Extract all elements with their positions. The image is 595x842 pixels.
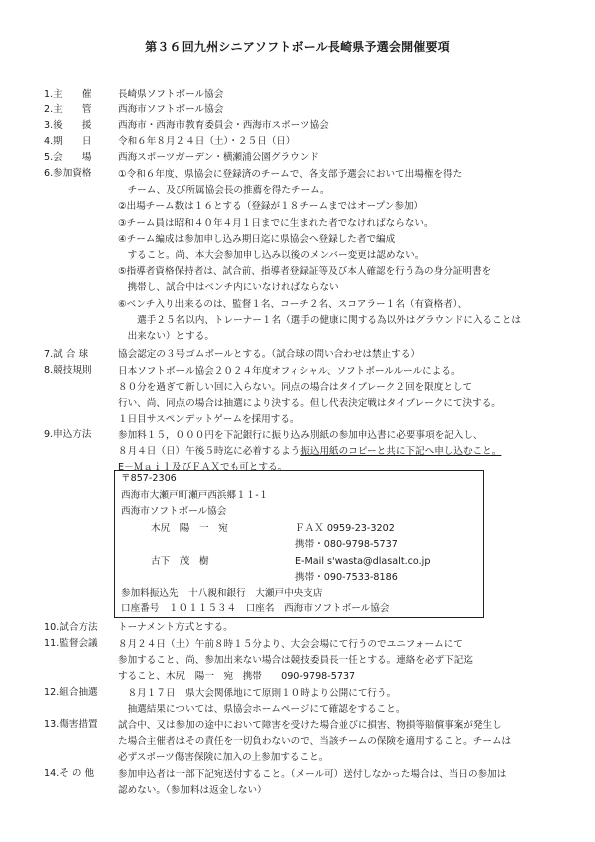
section-text: ８月１７日 県大会関係地にて原則１０時より公開にて行う。: [118, 688, 397, 699]
page-title: 第３６回九州シニアソフトボール長崎県予選会開催要項: [145, 40, 450, 54]
section-text: ８月４日（日）午後５時迄に必着するよう: [118, 446, 301, 457]
section-text: 認めない。（参加料は返金しない）: [118, 785, 267, 796]
section-text: 参加申込者は一部下記宛送付すること。（メール可）送付しなかった場合は、当日の参加は: [118, 769, 507, 780]
section-text: ①令和６年度、県協会に登録済のチームで、各支部予選会において出場権を得た: [118, 169, 463, 180]
section-number: 2.主 管: [44, 104, 92, 115]
section-text: 試合中、又は参加の途中において障害を受けた場合並びに損害、物損等賠償事案が発生し: [118, 720, 502, 731]
section-text: 参加すること、尚、参加出来ない場合は競技委員長一任とする。連絡を必ず下記迄: [118, 655, 473, 666]
section-text: 必ずスポーツ傷害保険に加入の上参加すること。: [118, 752, 329, 763]
section-number: 7.試 合 球: [44, 349, 89, 360]
section-text-underlined: 振込用紙のコピーと共に下記へ申し込むこと。: [300, 446, 502, 457]
bank-info: 参加料振込先 十八親和銀行 大瀬戸中央支店: [121, 588, 323, 599]
section-number: 11.監督会議: [44, 638, 98, 649]
section-text: 出来ない）とする。: [118, 330, 214, 342]
section-number: 12.組合抽選: [44, 687, 98, 698]
section-text: 西海市ソフトボール協会: [118, 104, 224, 115]
section-text: すること、木尻 陽一 宛 携帯 090-9798-5737: [118, 671, 356, 682]
address: 西海市大瀬戸町瀬戸西浜郷１１-１: [121, 490, 269, 501]
section-text: ８月２４日（土）午前８時１５分より、大会会場にて行うのでユニフォームにて: [118, 639, 463, 650]
section-text: ②出場チーム数は１６とする（登録が１８チームまではオープン参加）: [118, 201, 424, 213]
section-text: ⑤指導者資格保持者は、試合前、指導者登録証等及び本人確認を行う為の身分証明書を: [118, 266, 492, 278]
contact-person-2: 古下 茂 樹: [151, 556, 209, 567]
account-name-label: 口座名: [245, 603, 275, 614]
email-address[interactable]: E-Mail s'wasta@dlasalt.co.jp: [295, 556, 431, 567]
contact-box: [114, 470, 484, 618]
account-name: 西海市ソフトボール協会: [284, 603, 390, 614]
section-number: 14.そ の 他: [44, 768, 95, 779]
section-text: トーナメント方式とする。: [118, 622, 233, 633]
account-number-row: [121, 602, 389, 616]
section-text: ⑥ベンチ入り出来るのは、監督１名、コーチ２名、スコアラー１名（有資格者）、: [118, 298, 468, 310]
section-text: 選手２５名以内、トレーナー１名（選手の健康に関する為以外はグラウンドに入ることは: [118, 314, 521, 326]
section-number: 4.期 日: [44, 136, 92, 147]
contact-person-1: 木尻 陽 一 宛: [151, 523, 228, 534]
section-text: 長崎県ソフトボール協会: [118, 89, 224, 100]
section-text: ８０分を過ぎて新しい回に入らない。同点の場合はタイブレーク２回を限度として: [118, 382, 473, 393]
section-number: 10.試合方法: [44, 622, 98, 633]
section-text: た場合主催者はその責任を一切負わないので、当該チームの保険を適用すること。チームは: [118, 736, 512, 747]
section-text: 携帯し、試合中はベンチ内にいなければならない: [118, 282, 339, 294]
account-number: １０１１５３４: [168, 603, 237, 614]
section-text: 参加料１５，０００円を下記銀行に振り込み別紙の参加申込書に必要事項を記入し、: [118, 430, 483, 441]
section-text: ④チーム編成は参加申し込み期日迄に県協会へ登録した者で編成: [118, 233, 396, 245]
fax-number: ＦＡＸ 0959-23-3202: [295, 523, 395, 534]
section-text: ③チーム員は昭和４０年４月１日までに生まれた者でなければならない。: [118, 217, 434, 229]
section-text: チーム、及び所属協会長の推薦を得たチーム。: [118, 185, 330, 197]
section-text: 令和６年８月２４日（土）・２５日（日）: [118, 136, 296, 147]
account-number-label: 口座番号: [121, 603, 160, 614]
section-number: 6.参加資格: [44, 168, 92, 179]
mobile-number-2: 携帯・090-7533-8186: [295, 572, 398, 583]
section-text: 行い、尚、同点の場合は抽選により決する。但し代表決定戦はタイブレークにて決する。: [118, 398, 501, 409]
section-text: E－Ｍａｉｌ及びＦＡＸでも可とする。: [118, 462, 288, 473]
postal-code: 〒857-2306: [121, 473, 177, 484]
section-number: 5.会 場: [44, 152, 92, 163]
section-text: 協会認定の３号ゴムボールとする。（試合球の問い合わせは禁止する）: [118, 349, 421, 360]
section-number: 9.申込方法: [44, 429, 92, 440]
section-text: すること。尚、本大会参加申し込み以後のメンバー変更は認めない。: [118, 249, 425, 261]
organization: 西海市ソフトボール協会: [121, 506, 227, 517]
section-text: 西海スポーツガーデン・横瀬浦公園グラウンド: [118, 152, 319, 163]
section-text: 西海市・西海市教育委員会・西海市スポーツ協会: [118, 120, 329, 131]
section-text: １日目サスペンデットゲームを採用する。: [118, 414, 300, 425]
section-text: 抽選結果については、県協会ホームページにて確認をすること。: [118, 704, 406, 715]
section-number: 13.傷害措置: [44, 719, 98, 730]
mobile-number-1: 携帯・080-9798-5737: [295, 539, 398, 550]
section-number: 8.競技規則: [44, 365, 92, 376]
section-number: 1.主 催: [44, 89, 92, 100]
section-text: 日本ソフトボール協会２０２４年度オフィシャル、ソフトボールルールによる。: [118, 366, 461, 377]
section-number: 3.後 援: [44, 120, 92, 131]
